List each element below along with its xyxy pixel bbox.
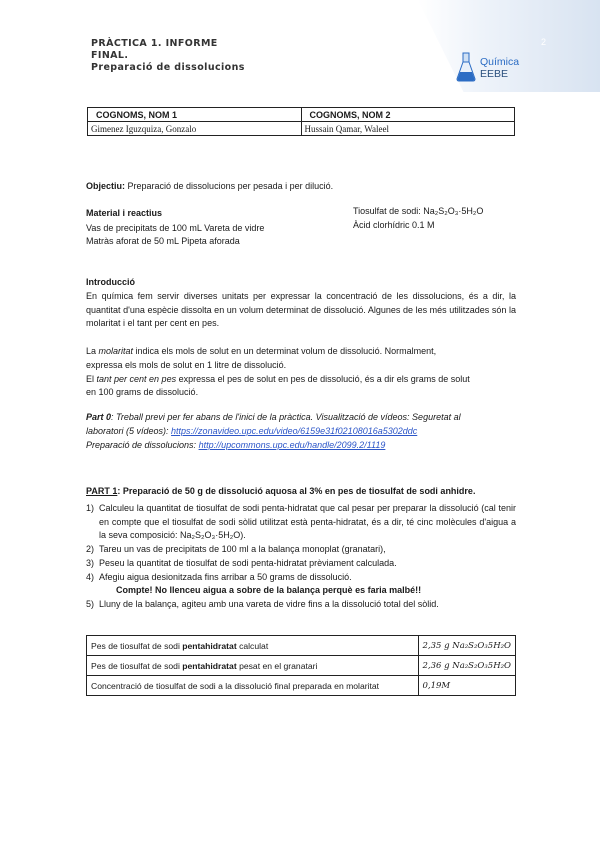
step-text: Lluny de la balança, agiteu amb una vareta de vidre fins a la dissolució total del sòlid.: [99, 598, 439, 609]
part0-label: Part 0: [86, 412, 112, 422]
logo-line-eebe: EEBE: [480, 68, 509, 80]
step-text: Tareu un vas de precipitats de 100 ml a la balança monoplat (granatari),: [99, 544, 386, 555]
text-fragment: La: [86, 346, 99, 356]
header-title-line: Preparació de dissolucions: [91, 62, 245, 73]
text-fragment: indica els mols de solut en un determinat volum de dissolució. Normalment,: [133, 346, 437, 356]
list-item: [86, 598, 516, 612]
student-name-2: Hussain Qamar, Waleel: [301, 122, 515, 136]
step-number: 2): [86, 544, 95, 555]
text-fragment: pesat en el granatari: [236, 660, 318, 671]
reagent-1: Tiosulfat de sodi: Na₂S₂O₃·5H₂O: [353, 206, 484, 216]
objective-text: Preparació de dissolucions per pesada i per dilució.: [125, 181, 334, 191]
text-fragment: : Treball previ per fer abans de l'inici de la pràctica. Visualització de vídeos: Seguretat al: [111, 412, 461, 422]
step-text: Peseu la quantitat de tiosulfat de sodi penta-hidratat prèviament calculada.: [99, 557, 397, 568]
list-item: [86, 543, 516, 557]
text-fragment: Concentració de tiosulfat de sodi a la dissolució final preparada en molaritat: [91, 680, 380, 691]
objective-line: [86, 180, 516, 194]
student-name-1: Gimenez Iguzquiza, Gonzalo: [88, 122, 302, 136]
result-label: [87, 676, 419, 696]
step-text: Calculeu la quantitat de tiosulfat de sodi penta-hidratat que cal pesar per preparar la dissolució (cal tenir en compte que el tiosulfat de sodi sòlid utilitzat està penta-hidratat, és a dir, té cinc molècules d'aigua a la seva composició: Na₂S₂O₃·5H₂O).: [99, 503, 516, 541]
text-fragment: laboratori (5 vídeos):: [86, 426, 172, 436]
warning-note: Compte! No llenceu aigua a sobre de la balança perquè es faria malbé!!: [116, 585, 422, 596]
procedure-steps: [86, 502, 516, 612]
intro-paragraph-1: En química fem servir diverses unitats per expressar la concentració de les dissolucions, és a dir, la quantitat d'una espècie dissolta en un volum determinat de dissolució. Algunes de les més utilitzades són la molaritat i el tant per cent en pes.: [86, 291, 516, 329]
student-names-table: [87, 107, 515, 136]
materials-line-1: Vas de precipitats de 100 mL Vareta de vidre: [86, 223, 265, 233]
part0-line-1: [86, 411, 516, 425]
flask-icon: [455, 52, 477, 82]
intro-percent-line-2: en 100 grams de dissolució.: [86, 387, 199, 397]
header-title-line: PRÀCTICA 1. INFORME: [91, 38, 218, 49]
chemistry-eebe-logo: [480, 56, 519, 80]
part1-title: : Preparació de 50 g de dissolució aquosa al 3% en pes de tiosulfat de sodi anhidre.: [117, 486, 476, 496]
page-number: 2: [541, 37, 547, 47]
text-fragment: Pes de tiosulfat de sodi: [91, 660, 183, 671]
step-number: 4): [86, 571, 95, 582]
result-value: 2,35 g Na₂S₂O₃5H₂O: [418, 636, 516, 656]
names-header-2: COGNOMS, NOM 2: [301, 108, 515, 122]
names-header-1: COGNOMS, NOM 1: [88, 108, 302, 122]
result-value: 2,36 g Na₂S₂O₃5H₂O: [418, 656, 516, 676]
materials-line-2: Matràs aforat de 50 mL Pipeta aforada: [86, 236, 240, 246]
text-fragment: pentahidratat: [182, 660, 237, 671]
step-text: Afegiu aigua desionitzada fins arribar a 50 grams de dissolució.: [99, 571, 352, 582]
list-item: [86, 502, 516, 543]
result-value: 0,19M: [418, 676, 516, 696]
result-label: [87, 636, 419, 656]
percent-weight-term: tant per cent en pes: [96, 374, 177, 384]
results-table: [86, 635, 516, 696]
part0-line-3: [86, 439, 516, 453]
list-item: [86, 571, 516, 585]
text-fragment: expressa el pes de solut en pes de dissolució, és a dir els grams de solut: [176, 374, 470, 384]
header-title-line: FINAL.: [91, 50, 129, 61]
materials-title: Material i reactius: [86, 208, 163, 218]
logo-line-quimica: Química: [480, 56, 520, 68]
table-row: [87, 636, 516, 656]
step-number: 3): [86, 557, 95, 568]
part1-heading: [86, 485, 516, 499]
text-fragment: pentahidratat: [182, 640, 237, 651]
intro-percent-line: [86, 373, 516, 387]
reagent-2: Àcid clorhídric 0.1 M: [353, 220, 435, 230]
objective-label: Objectiu:: [86, 181, 126, 191]
table-row: [87, 676, 516, 696]
text-fragment: El: [86, 374, 97, 384]
video-link-safety[interactable]: https://zonavideo.upc.edu/video/6159e31f02108016a5302ddc: [171, 426, 418, 436]
table-row: [87, 656, 516, 676]
result-label: [87, 656, 419, 676]
text-fragment: Preparació de dissolucions:: [86, 440, 199, 450]
step-number: 1): [86, 503, 95, 513]
text-fragment: calculat: [236, 640, 269, 651]
part1-label: PART 1: [86, 486, 118, 496]
intro-title: Introducció: [86, 277, 135, 287]
video-link-dissolutions[interactable]: http://upcommons.upc.edu/handle/2099.2/1119: [198, 440, 386, 450]
molarity-term: molaritat: [98, 346, 134, 356]
text-fragment: Pes de tiosulfat de sodi: [91, 640, 183, 651]
step-number: 5): [86, 598, 95, 609]
intro-molarity-line: [86, 345, 516, 359]
list-item: [86, 557, 516, 571]
intro-molarity-line-2: expressa els mols de solut en 1 litre de dissolució.: [86, 360, 287, 370]
document-header-title: [91, 38, 245, 74]
part0-line-2: [86, 425, 516, 439]
